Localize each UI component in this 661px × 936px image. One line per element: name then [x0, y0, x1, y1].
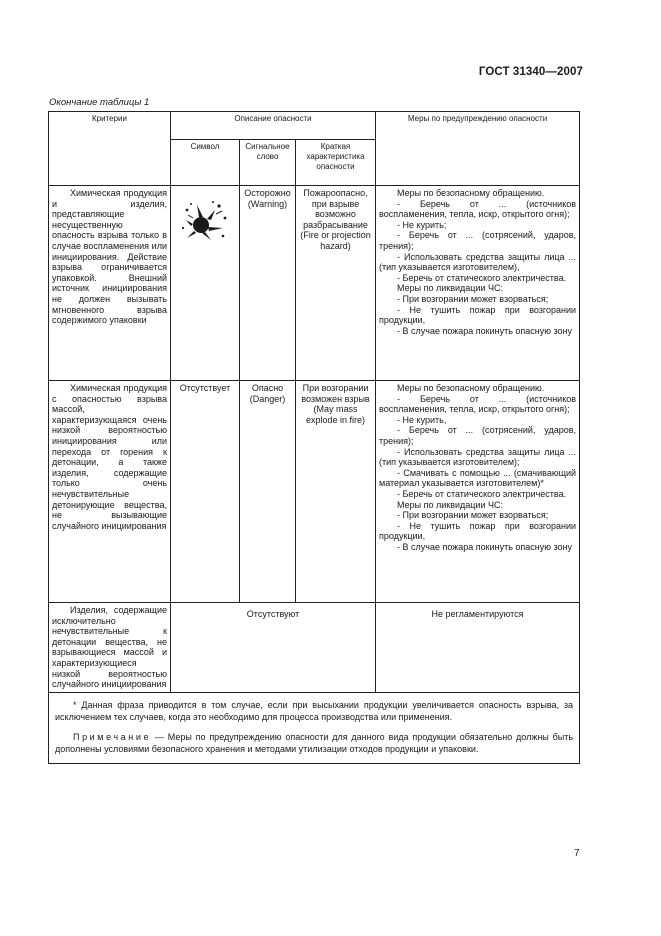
measure-line: - Использовать средства защиты лица ... (тип указывается изготовителем), — [379, 251, 577, 273]
note-label: Примечание — [73, 732, 152, 742]
measure-line: - В случае пожара покинуть опасную зону — [397, 325, 573, 336]
brief-text-en: (May mass explode in fire) — [305, 404, 366, 425]
hazard-table — [48, 111, 580, 764]
measure-line: - Беречь от статического электричества. — [397, 488, 567, 499]
symbol-cell: Отсутствует — [171, 381, 240, 603]
measure-line: - Беречь от ... (сотрясений, ударов, трения); — [379, 425, 577, 446]
brief-cell — [296, 381, 376, 603]
measure-line: Меры по ликвидации ЧС: — [397, 499, 503, 510]
table-row — [49, 186, 580, 381]
measure-line: Меры по ликвидации ЧС: — [397, 283, 503, 294]
measure-line: - Не курить; — [397, 219, 447, 230]
header-symbol: Символ — [171, 140, 240, 186]
note — [55, 731, 573, 755]
symbol-cell — [171, 186, 240, 381]
header-criteria: Критерии — [49, 112, 171, 186]
brief-text: Пожароопасно, при взрыве возможно разбрасывание — [303, 188, 368, 230]
signal-word-cell: Опасно (Danger) — [240, 381, 296, 603]
measure-line: - При возгорании может взорваться; — [397, 510, 549, 521]
criteria-cell: Химическая продукция и изделия, представляющие несущественную опасность взрыва только в случае воспламенения или инициирования. Действие взрыва ограничивается упаковкой. Внешний источник инициирования не должен вызывать мгновенного взрыва содержимого упаковки — [49, 186, 171, 381]
header-measures: Меры по предупреждению опасности — [376, 112, 580, 186]
notes-row — [49, 693, 580, 764]
measure-line: Меры по безопасному обращению. — [397, 383, 545, 393]
measures-cell: Не регламентируются — [376, 603, 580, 693]
measure-line: - Беречь от ... (источников воспламенения, тепла, искр, открытого огня); — [379, 393, 577, 415]
criteria-cell: Химическая продукция с опасностью взрыва массой, характеризующаяся очень низкой вероятностью инициирования или перехода от горения к детонации, а также изделия, содержащие только очень нечувствительные детонирующие вещества, не вызывающие случайного инициирования — [49, 381, 171, 603]
footnote: * Данная фраза приводится в том случае, если при высыхании продукции увеличивается опасность взрыва, за исключением тех случаев, когда это необходимо для процесса производства или применения. — [55, 700, 574, 722]
measure-line: - Не курить, — [397, 414, 447, 425]
measure-line: Меры по безопасному обращению. — [397, 188, 545, 198]
measure-line: - Беречь от ... (источников воспламенения, тепла, искр, открытого огня); — [379, 198, 577, 220]
measure-line: - Смачивать с помощью ... (смачивающий материал указывается изготовителем)* — [379, 467, 577, 489]
note-text: — Меры по предупреждению опасности для данного вида продукции обязательно должны быть дополнены условиями безопасного хранения и методами утилизации отходов продукции и упаковки. — [55, 732, 574, 754]
table-row — [49, 381, 580, 603]
exploding-bomb-icon — [179, 198, 231, 244]
table-caption: Окончание таблицы 1 — [49, 97, 150, 108]
document-code: ГОСТ 31340—2007 — [478, 66, 583, 78]
criteria-cell: Изделия, содержащие исключительно нечувствительные к детонации вещества, не взрывающиеся массой и характеризующиеся низкой вероятностью случайного инициирования — [49, 603, 171, 693]
brief-text-en: (Fire or projection hazard) — [300, 230, 371, 251]
merged-absent-cell: Отсутствуют — [171, 603, 376, 693]
brief-text: При возгорании возможен взрыв — [301, 383, 370, 404]
signal-word-cell: Осторожно (Warning) — [240, 186, 296, 381]
measure-line: - Не тушить пожар при возгорании продукции, — [379, 520, 577, 542]
measure-line: - В случае пожара покинуть опасную зону — [397, 541, 573, 552]
measures-cell — [376, 381, 580, 603]
page-number: 7 — [574, 848, 580, 859]
header-hazard-description: Описание опасности — [171, 112, 376, 140]
notes-cell — [49, 693, 580, 764]
header-signal-word: Сигнальное слово — [240, 140, 296, 186]
measure-line: - Беречь от статического электричества. — [397, 272, 567, 283]
measure-line: - Не тушить пожар при возгорании продукции, — [379, 304, 577, 326]
header-brief: Краткая характеристика опасности — [296, 140, 376, 186]
measure-line: - Беречь от ... (сотрясений, ударов, трения); — [379, 230, 577, 251]
table-row — [49, 603, 580, 693]
brief-cell — [296, 186, 376, 381]
measure-line: - Использовать средства защиты лица ... (тип указывается изготовителем); — [379, 446, 577, 468]
measure-line: - При возгорании может взорваться; — [397, 293, 549, 304]
measures-cell — [376, 186, 580, 381]
